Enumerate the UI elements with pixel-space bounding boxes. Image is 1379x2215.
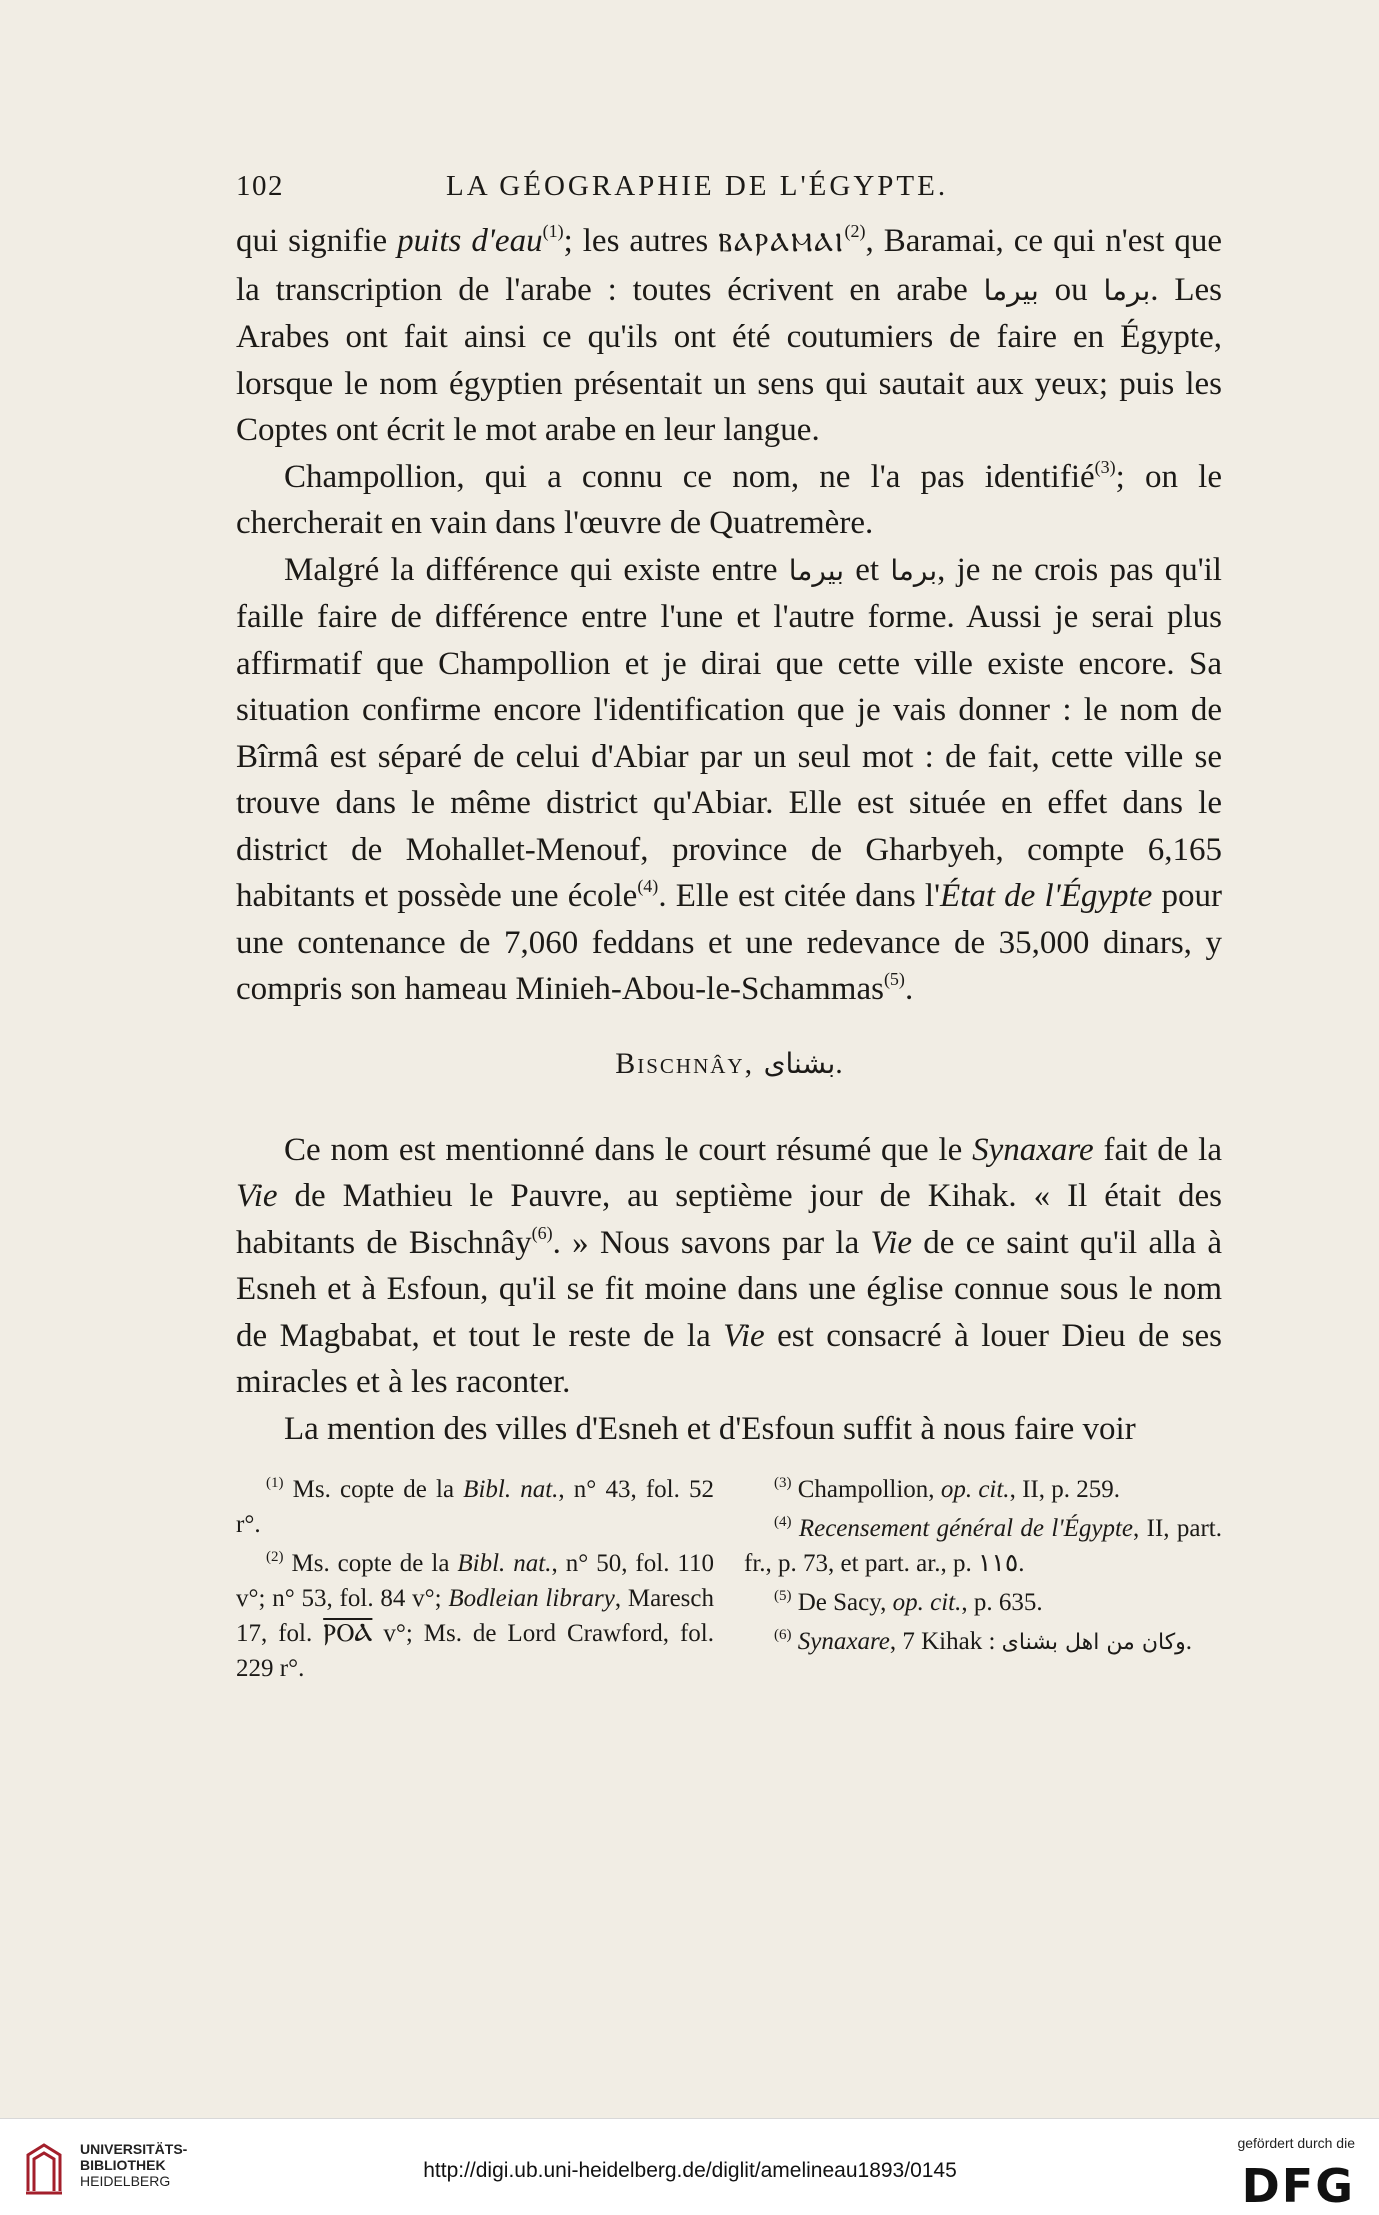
library-name-line: BIBLIOTHEK bbox=[80, 2157, 166, 2173]
footnote-6 bbox=[744, 1624, 1222, 1660]
text-italic: Synaxare bbox=[797, 1628, 890, 1655]
funding-note: gefördert durch die bbox=[1237, 2135, 1355, 2151]
text: , Maresch 17, fol. bbox=[236, 1585, 714, 1647]
text: . bbox=[1185, 1628, 1193, 1655]
paragraph-esneh bbox=[236, 1406, 1222, 1453]
text-italic: op. cit. bbox=[940, 1476, 1010, 1503]
footnote-ref-5: (5) bbox=[883, 969, 905, 989]
page-number: 102 bbox=[236, 170, 284, 202]
footnote-3 bbox=[744, 1472, 1222, 1507]
library-name-line: HEIDELBERG bbox=[80, 2173, 171, 2189]
arabic-word: برما bbox=[890, 553, 938, 587]
text bbox=[792, 1515, 799, 1542]
text: , 7 Kihak : bbox=[889, 1628, 1002, 1655]
text: , II, part. fr., p. 73, et part. ar., p. ١١٥. bbox=[744, 1515, 1222, 1577]
text-italic: Bibl. nat. bbox=[463, 1476, 559, 1503]
footnote-ref-1: (1) bbox=[542, 221, 564, 241]
text: . Les Arabes ont fait ainsi ce qu'ils ont été coutumiers de faire en Égypte, lorsque le nom égyptien présentait un sens qui sautait aux yeux; puis les Coptes ont écrit le mot arabe en leur langue. bbox=[236, 271, 1222, 448]
text: et bbox=[844, 551, 891, 588]
section-heading-bischnay bbox=[236, 1047, 1222, 1093]
text: Champollion, bbox=[791, 1476, 941, 1503]
text: Champollion, qui a connu ce nom, ne l'a pas identifié bbox=[284, 458, 1095, 495]
footnote-mark: (4) bbox=[774, 1514, 792, 1530]
footnote-ref-4: (4) bbox=[637, 876, 659, 896]
text: Ms. copte de la bbox=[283, 1476, 464, 1503]
text-italic: Synaxare bbox=[972, 1131, 1094, 1168]
footnote-1 bbox=[236, 1472, 714, 1542]
footnote-5 bbox=[744, 1585, 1222, 1620]
footnote-mark: (5) bbox=[774, 1588, 792, 1604]
text-italic: Vie bbox=[723, 1317, 765, 1354]
arabic-word: بيرما bbox=[788, 553, 845, 587]
text: , Baramai, ce qui n'est que la transcription de l'arabe : toutes écrivent en arabe bbox=[236, 223, 1223, 308]
text: , je ne crois pas qu'il faille faire de différence entre l'une et l'autre forme. Aussi je serai plus affirmatif que Champollion et je dirai que cette ville existe encore. Sa situation confirme encore l'identification que je vais donner : le nom de Bîrmâ est séparé de celui d'Abiar par un seul mot : de fait, cette ville se trouve dans le même district qu'Abiar. Elle est située en effet dans le district de Mohallet-Menouf, province de Gharbyeh, compte 6,165 habitants et possède une école bbox=[236, 551, 1222, 914]
text: v°; Ms. de Lord Crawford, fol. 229 r°. bbox=[236, 1620, 714, 1682]
footnote-ref-6: (6) bbox=[531, 1222, 553, 1243]
paragraph-champollion bbox=[236, 454, 1222, 547]
arabic-quote: وكان من اهل بشناى bbox=[1001, 1630, 1186, 1655]
text: Ms. copte de la bbox=[283, 1550, 458, 1577]
text: , II, p. 259. bbox=[1009, 1476, 1120, 1503]
library-name-line: UNIVERSITÄTS- bbox=[80, 2141, 188, 2157]
heading-name: Bischnây, bbox=[615, 1046, 755, 1080]
text: ou bbox=[1038, 271, 1104, 308]
heading-arabic: بشناى bbox=[763, 1046, 836, 1080]
dfg-logo: DFG bbox=[1241, 2159, 1355, 2213]
footnote-ref-3: (3) bbox=[1094, 456, 1116, 477]
text: ; on le chercherait en vain dans l'œuvre de Quatremère. bbox=[236, 458, 1222, 541]
footnote-mark: (2) bbox=[266, 1549, 284, 1565]
text: ; les autres bbox=[563, 223, 719, 259]
footnotes bbox=[236, 1472, 1222, 1690]
text: , p. 635. bbox=[961, 1589, 1043, 1616]
heading-end: . bbox=[835, 1046, 843, 1080]
paragraph-birma bbox=[236, 547, 1222, 1013]
text: La mention des villes d'Esneh et d'Esfoun suffit à nous faire voir bbox=[284, 1410, 1136, 1447]
footnote-mark: (6) bbox=[774, 1627, 792, 1643]
arabic-word: برما bbox=[1103, 273, 1151, 307]
arabic-word: بيرما bbox=[983, 273, 1039, 307]
text: . » Nous savons par la bbox=[552, 1224, 871, 1261]
paragraph-synaxare bbox=[236, 1127, 1222, 1406]
text: , n° 43, fol. 52 r°. bbox=[236, 1476, 714, 1538]
text: . Elle est citée dans l' bbox=[658, 878, 941, 914]
text: qui signifie bbox=[236, 223, 398, 259]
text-italic: État de l'Égypte bbox=[940, 878, 1153, 914]
text-italic: puits d'eau bbox=[397, 223, 543, 259]
text-italic: op. cit. bbox=[892, 1589, 962, 1616]
footnotes-right-column bbox=[744, 1472, 1222, 1690]
text: De Sacy, bbox=[791, 1589, 893, 1616]
page-content bbox=[236, 170, 1222, 1690]
text: , n° 50, fol. 110 v°; n° 53, fol. 84 v°; bbox=[236, 1550, 715, 1612]
text: est consacré à louer Dieu de ses miracles et à les raconter. bbox=[236, 1317, 1223, 1400]
text-italic: Vie bbox=[870, 1224, 913, 1261]
text: de Mathieu le Pauvre, au septième jour de Kihak. « Il était des habitants de Bischnây bbox=[236, 1178, 1222, 1261]
paragraph-baramai bbox=[236, 218, 1222, 454]
coptic-word: ⲂⲀⲢⲀⲘⲀⲒ bbox=[718, 228, 845, 257]
library-logo-icon bbox=[24, 2141, 64, 2197]
footnotes-left-column bbox=[236, 1472, 714, 1690]
footnote-mark: (1) bbox=[266, 1475, 284, 1491]
text: Ce nom est mentionné dans le court résumé que le bbox=[284, 1131, 973, 1168]
coptic-numeral: ⲢⲞⲀ bbox=[323, 1620, 373, 1647]
text: de ce saint qu'il alla à Esneh et à Esfoun, qu'il se fit moine dans une église connue sous le nom de Magbabat, et tout le reste de la bbox=[236, 1224, 1222, 1354]
permalink-url[interactable]: http://digi.ub.uni-heidelberg.de/diglit/amelineau1893/0145 bbox=[423, 2159, 957, 2182]
text-italic: Bodleian library bbox=[448, 1585, 615, 1612]
footnote-ref-2: (2) bbox=[844, 221, 866, 241]
running-head bbox=[236, 170, 1222, 218]
footnote-2 bbox=[236, 1546, 714, 1686]
running-title: LA GÉOGRAPHIE DE L'ÉGYPTE. bbox=[446, 170, 949, 202]
text-italic: Vie bbox=[236, 1178, 278, 1214]
text: Malgré la différence qui existe entre bbox=[284, 551, 789, 588]
text: pour une contenance de 7,060 feddans et une redevance de 35,000 dinars, y compris son hameau Minieh-Abou-le-Schammas bbox=[236, 878, 1222, 1007]
text-italic: Bibl. nat. bbox=[457, 1550, 552, 1577]
footnote-mark: (3) bbox=[774, 1475, 792, 1491]
viewer-footer bbox=[0, 2118, 1379, 2215]
footnote-4 bbox=[744, 1511, 1222, 1581]
library-name bbox=[80, 2141, 187, 2189]
text-italic: Recensement général de l'Égypte bbox=[798, 1515, 1134, 1542]
text: fait de la bbox=[1093, 1131, 1222, 1168]
text: . bbox=[904, 971, 914, 1007]
